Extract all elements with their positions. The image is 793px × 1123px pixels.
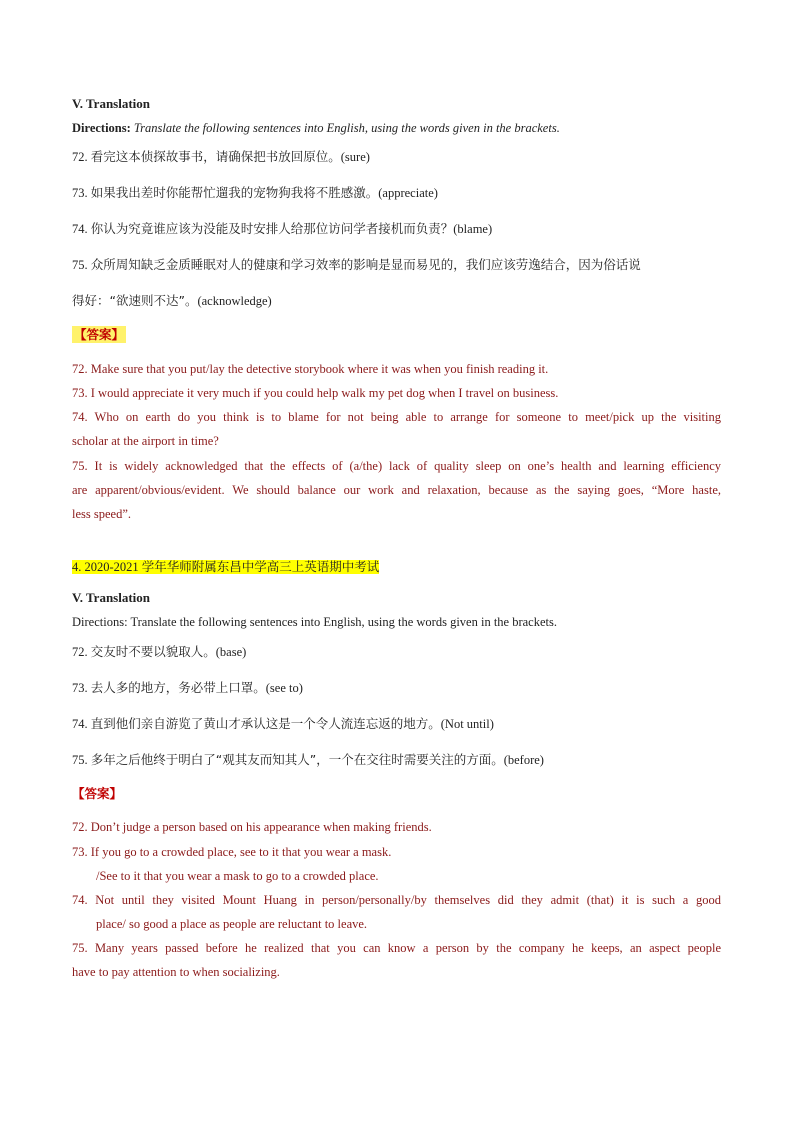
answer-75-line2: have to pay attention to when socializing. [72,965,280,979]
answer-73-line2: /See to it that you wear a mask to go to a crowded place. [96,869,379,883]
answer-73-line1: 73. If you go to a crowded place, see to it that you wear a mask. [72,845,392,859]
answer-74-line2: scholar at the airport in time? [72,434,219,448]
question-number: 74. [72,717,88,731]
question-chinese: 去人多的地方，务必带上口罩。 [90,680,266,695]
answer-75-line2: are apparent/obvious/evident. We should balance our work and relaxation, because as the saying goes, “More haste, [72,483,721,497]
source-number: 4. 2020-2021 [72,560,139,574]
question-73 [72,185,721,201]
answer-75-line1: 75. Many years passed before he realized that you can know a person by the company he keeps, an aspect people [72,941,721,955]
question-chinese: 众所周知缺乏金质睡眠对人的健康和学习效率的影响是显而易见的，我们应该劳逸结合，因为俗话说 [90,257,641,272]
answer-label-2 [72,786,721,802]
question-hint: (see to) [265,681,303,695]
answer-74-line2: place/ so good a place as people are reluctant to leave. [96,917,368,931]
section1-heading: V. Translation [72,96,151,111]
directions-text: Translate the following sentences into English, using the words given in the brackets. [133,121,560,135]
question-hint: (Not until) [440,717,494,731]
answer-74-line1: 74. Not until they visited Mount Huang in person/personally/by themselves did they admit (that) it is such a good [72,893,721,907]
answer-72: 72. Don’t judge a person based on his appearance when making friends. [72,820,432,834]
answer-73: 73. I would appreciate it very much if you could help walk my pet dog when I travel on business. [72,386,559,400]
source-highlight [72,560,379,574]
question-number: 73. [72,681,88,695]
question-74 [72,716,721,732]
question-72 [72,149,721,165]
question-hint: (blame) [453,222,493,236]
section2-heading: V. Translation [72,590,151,605]
question-74 [72,221,721,237]
question-hint: (acknowledge) [197,294,272,308]
question-chinese: 你认为究竟谁应该为没能及时安排人给那位访问学者接机而负责？ [90,221,454,236]
question-hint: (base) [215,645,247,659]
answer-label: 【答案】 [74,327,125,342]
question-hint: (sure) [340,150,370,164]
question-chinese: 如果我出差时你能帮忙遛我的宠物狗我将不胜感激。 [90,185,379,200]
question-73 [72,680,721,696]
question-chinese: 得好：“欲速则不达”。 [72,293,198,308]
question-75-line1 [72,257,721,273]
section1-directions [72,120,721,136]
section2-directions: Directions: Translate the following sentences into English, using the words given in the brackets. [72,615,557,629]
answer-75-line1: 75. It is widely acknowledged that the effects of (a/the) lack of quality sleep on one’s health and learning efficiency [72,459,721,473]
question-hint: (appreciate) [378,186,438,200]
answer-74-line1: 74. Who on earth do you think is to blame for not being able to arrange for someone to meet/pick up the visiting [72,410,721,424]
question-72 [72,644,721,660]
question-chinese: 多年之后他终于明白了“观其友而知其人”，一个在交往时需要关注的方面。 [90,752,504,767]
question-75-line2 [72,293,721,309]
question-chinese: 看完这本侦探故事书，请确保把书放回原位。 [90,149,341,164]
source-title: 学年华师附属东昌中学高三上英语期中考试 [141,559,380,574]
question-number: 74. [72,222,88,236]
question-number: 75. [72,258,88,272]
answer-72: 72. Make sure that you put/lay the detective storybook where it was when you finish reading it. [72,362,549,376]
question-number: 73. [72,186,88,200]
answer-label: 【答案】 [72,786,123,801]
answer-label-1 [72,327,721,343]
section2-source [72,559,721,575]
question-chinese: 直到他们亲自游览了黄山才承认这是一个令人流连忘返的地方。 [90,716,441,731]
question-75 [72,752,721,768]
answer-75-line3: less speed”. [72,507,132,521]
directions-label: Directions: [72,121,131,135]
question-number: 72. [72,150,88,164]
question-number: 75. [72,753,88,767]
question-hint: (before) [503,753,544,767]
question-number: 72. [72,645,88,659]
question-chinese: 交友时不要以貌取人。 [90,644,216,659]
